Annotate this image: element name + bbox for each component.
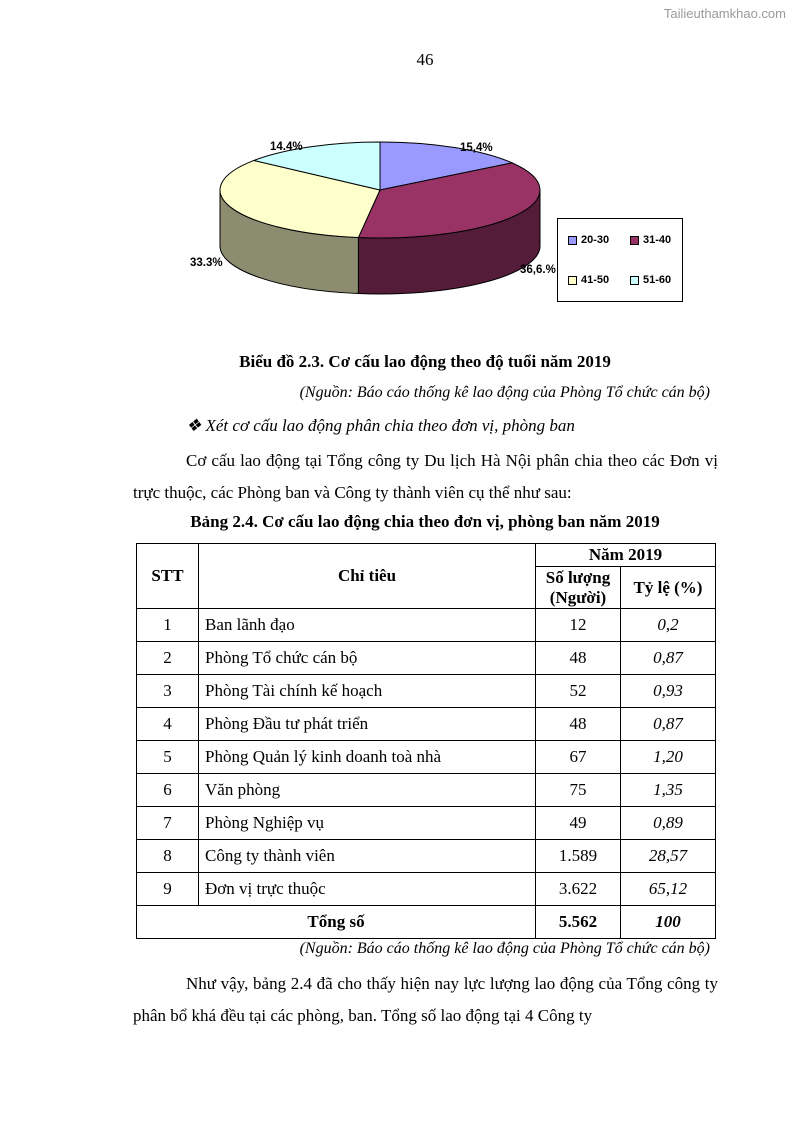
table-row [137,807,716,840]
data-table [136,543,716,939]
cell-name: Phòng Quản lý kinh doanh toà nhà [199,741,536,774]
header-stt: STT [137,544,199,609]
table-total-row [137,906,716,939]
cell-stt: 1 [137,609,199,642]
figure-source: (Nguồn: Báo cáo thống kê lao động của Phòng Tổ chức cán bộ) [299,384,710,401]
chart-legend [557,218,683,302]
header-indicator: Chỉ tiêu [199,544,536,609]
table-row [137,873,716,906]
cell-name: Phòng Nghiệp vụ [199,807,536,840]
cell-name: Công ty thành viên [199,840,536,873]
total-quantity: 5.562 [536,906,621,939]
cell-stt: 4 [137,708,199,741]
pie-data-label: 36,6.% [520,264,556,276]
pie-data-label: 15,4% [460,142,493,154]
cell-stt: 7 [137,807,199,840]
legend-item-31-40 [630,234,671,246]
legend-swatch-20-30 [568,236,577,245]
paragraph-intro: Cơ cấu lao động tại Tổng công ty Du lịch Hà Nội phân chia theo các Đơn vị trực thuộc, các Phòng ban và Công ty thành viên cụ thể như sau: [133,451,718,502]
table-source: (Nguồn: Báo cáo thống kê lao động của Phòng Tổ chức cán bộ) [299,940,710,957]
cell-name: Đơn vị trực thuộc [199,873,536,906]
table-row [137,642,716,675]
cell-quantity: 75 [536,774,621,807]
legend-label: 51-60 [643,274,672,286]
cell-quantity: 48 [536,708,621,741]
total-label: Tổng số [137,906,536,939]
cell-stt: 2 [137,642,199,675]
legend-item-20-30 [568,234,609,246]
table-row [137,675,716,708]
cell-quantity: 1.589 [536,840,621,873]
legend-item-41-50 [568,274,609,286]
table-row [137,741,716,774]
cell-quantity: 52 [536,675,621,708]
cell-percent: 1,20 [621,741,716,774]
cell-percent: 0,87 [621,642,716,675]
legend-swatch-31-40 [630,236,639,245]
cell-name: Ban lãnh đạo [199,609,536,642]
cell-quantity: 49 [536,807,621,840]
header-year: Năm 2019 [536,544,716,567]
cell-percent: 0,93 [621,675,716,708]
paragraph-conclusion: Như vậy, bảng 2.4 đã cho thấy hiện nay lực lượng lao động của Tổng công ty phân bổ khá đều tại các phòng, ban. Tổng số lao động tại 4 Công ty [133,974,718,1025]
legend-swatch-41-50 [568,276,577,285]
cell-quantity: 67 [536,741,621,774]
table-row [137,609,716,642]
legend-label: 20-30 [581,234,610,246]
cell-name: Văn phòng [199,774,536,807]
cell-percent: 1,35 [621,774,716,807]
pie-chart [190,135,556,285]
cell-stt: 9 [137,873,199,906]
table-row [137,840,716,873]
header-quantity: Số lượng (Người) [536,567,621,609]
cell-percent: 0,89 [621,807,716,840]
legend-item-51-60 [630,274,671,286]
total-percent: 100 [621,906,716,939]
pie-data-label: 14.4% [270,141,303,153]
header-percent: Tỷ lệ (%) [621,567,716,609]
legend-swatch-51-60 [630,276,639,285]
cell-name: Phòng Đầu tư phát triển [199,708,536,741]
cell-quantity: 12 [536,609,621,642]
page-number: 46 [416,50,434,69]
watermark: Tailieuthamkhao.com [663,6,786,21]
section-bullet: ❖ Xét cơ cấu lao động phân chia theo đơn vị, phòng ban [186,416,575,435]
cell-percent: 65,12 [621,873,716,906]
figure-caption: Biểu đồ 2.3. Cơ cấu lao động theo độ tuổi năm 2019 [239,352,611,371]
pie-data-label: 33.3% [190,257,223,269]
cell-name: Phòng Tài chính kế hoạch [199,675,536,708]
cell-stt: 5 [137,741,199,774]
table-row [137,774,716,807]
legend-label: 41-50 [581,274,610,286]
cell-quantity: 3.622 [536,873,621,906]
cell-stt: 6 [137,774,199,807]
cell-percent: 0,2 [621,609,716,642]
cell-quantity: 48 [536,642,621,675]
cell-percent: 0,87 [621,708,716,741]
cell-percent: 28,57 [621,840,716,873]
table-title: Bảng 2.4. Cơ cấu lao động chia theo đơn vị, phòng ban năm 2019 [190,512,660,531]
legend-label: 31-40 [643,234,672,246]
table-row [137,708,716,741]
cell-name: Phòng Tổ chức cán bộ [199,642,536,675]
cell-stt: 3 [137,675,199,708]
cell-stt: 8 [137,840,199,873]
